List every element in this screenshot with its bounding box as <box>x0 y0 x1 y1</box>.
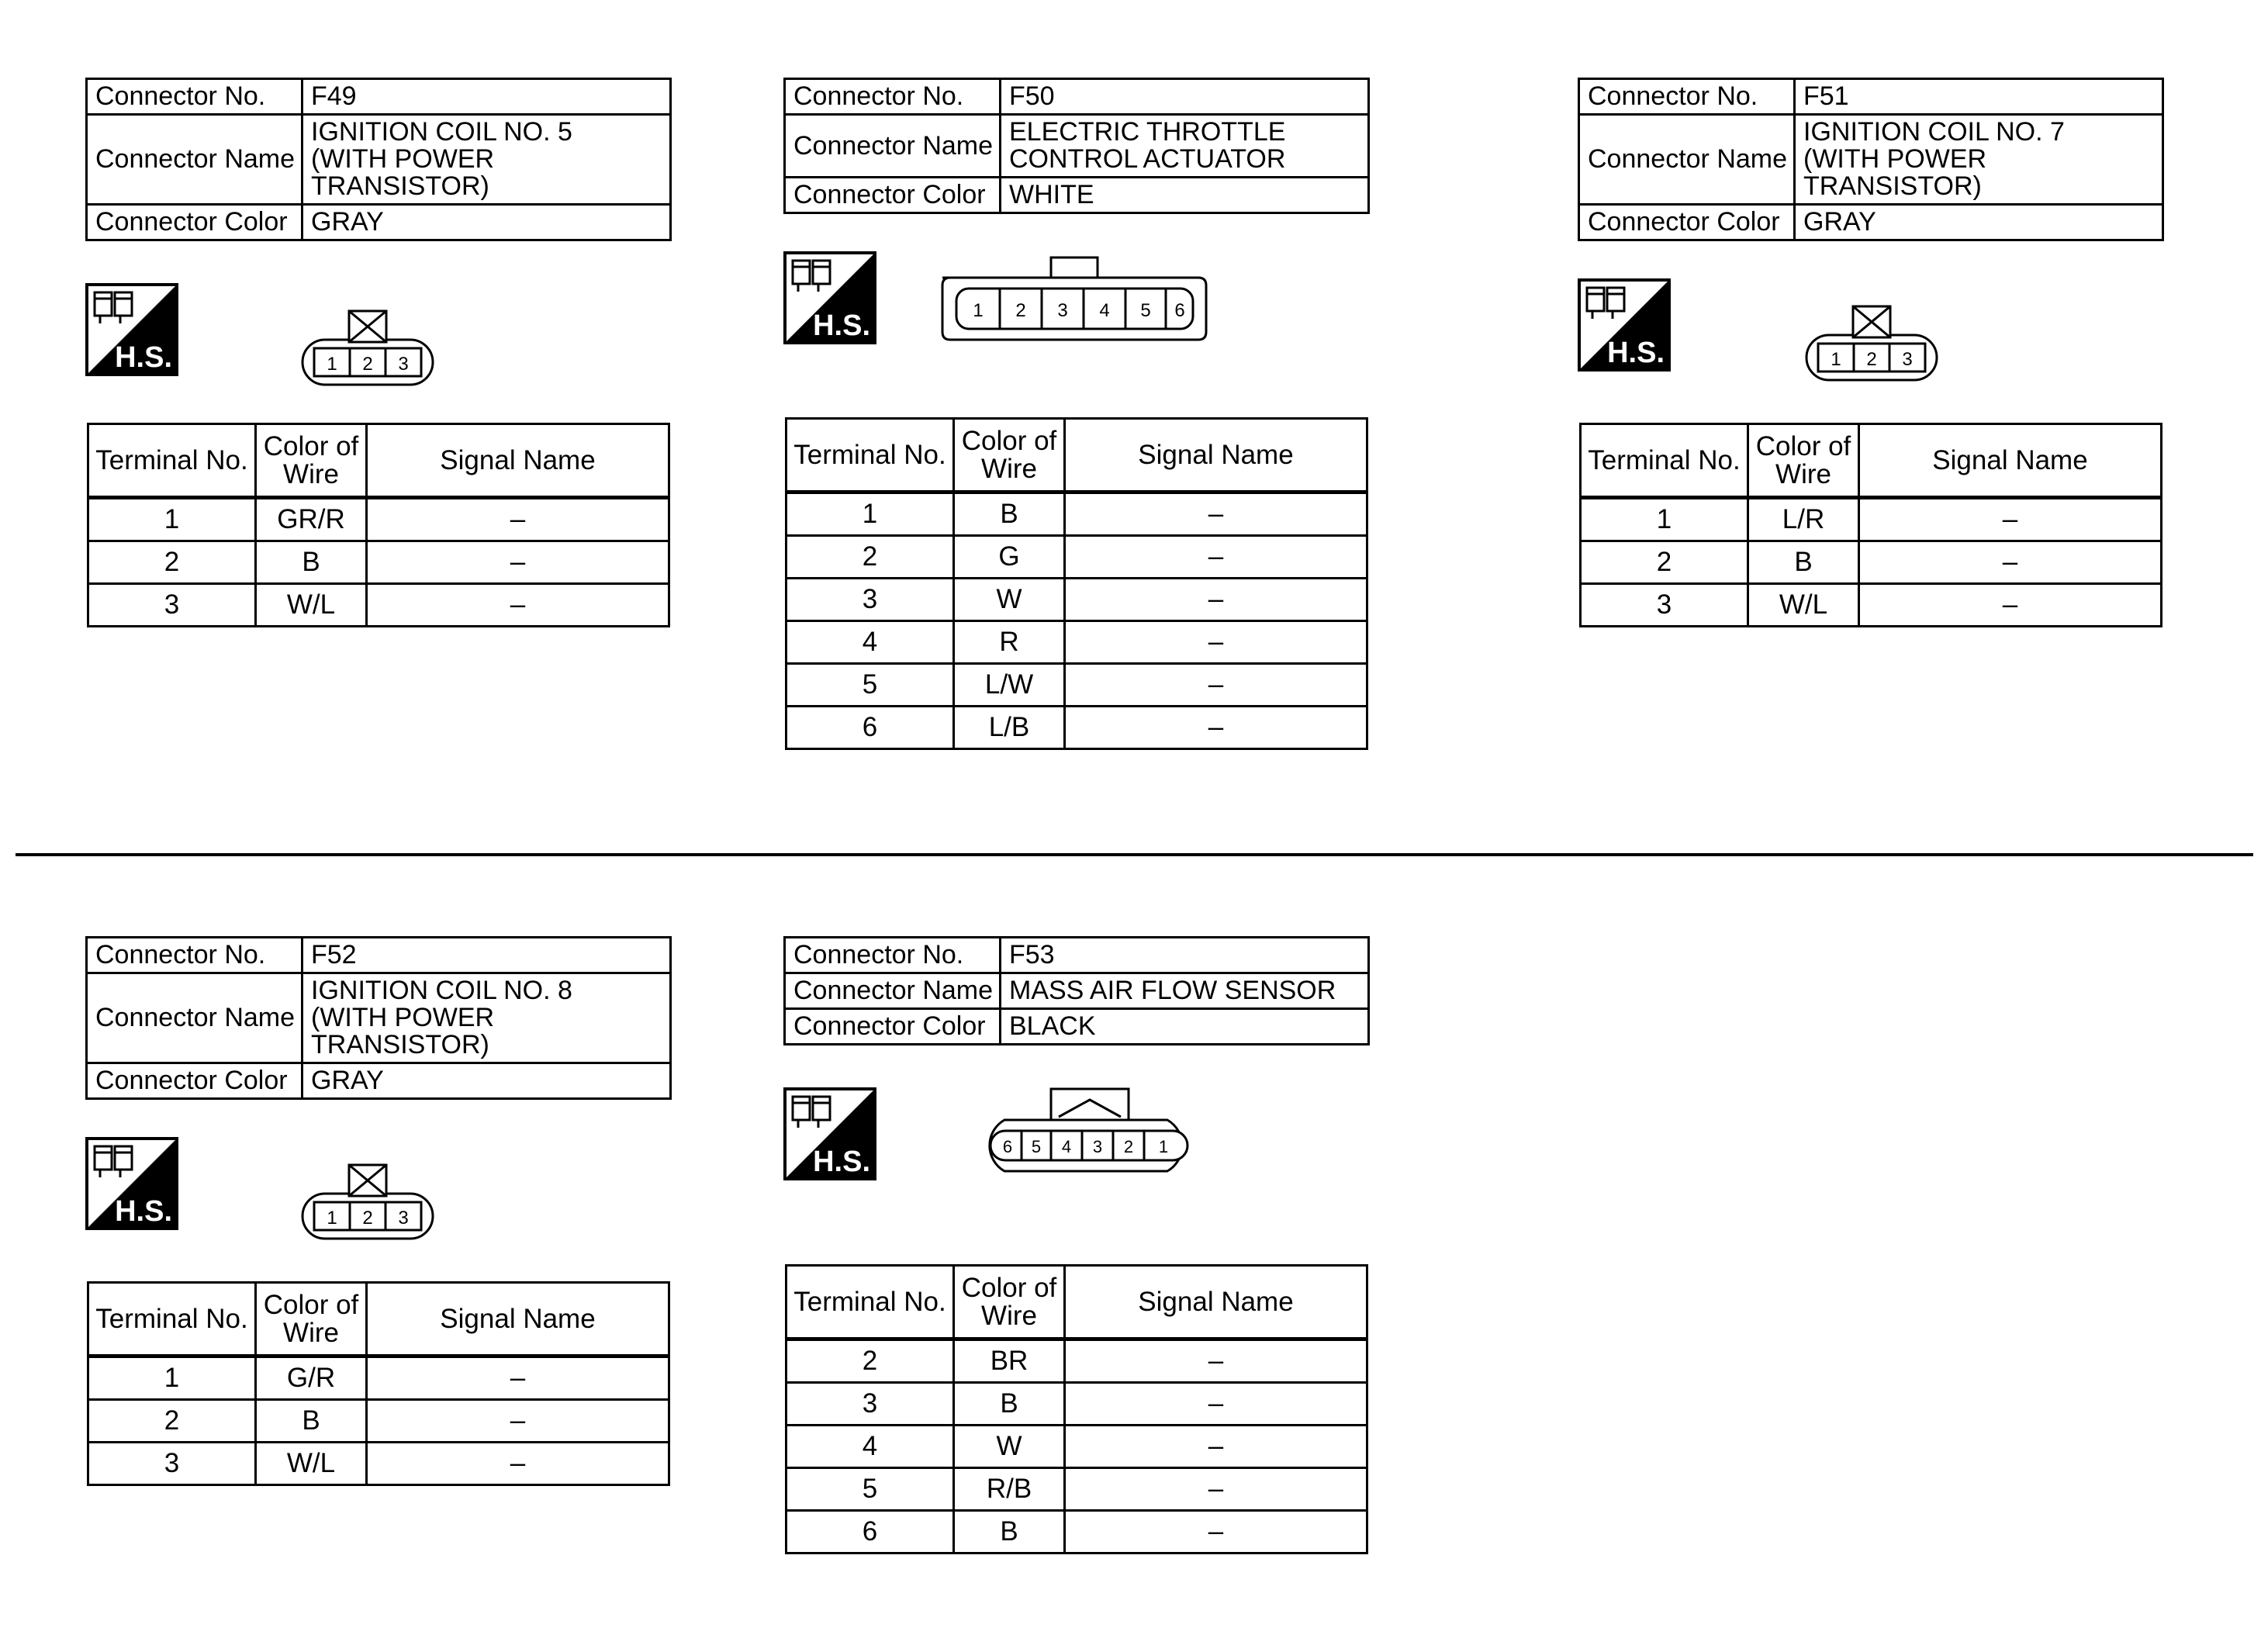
connector-no-label: Connector No. <box>1579 79 1795 115</box>
signal-name: – <box>367 1443 669 1485</box>
pin-label: 5 <box>1031 1137 1042 1156</box>
signal-name-header: Signal Name <box>1065 419 1367 492</box>
harness-side-icon <box>783 1087 876 1180</box>
wire-color: B <box>954 1383 1065 1426</box>
signal-name: – <box>1065 579 1367 621</box>
signal-name-header: Signal Name <box>367 424 669 498</box>
connector-color-value: WHITE <box>1001 178 1369 213</box>
connector-name-label: Connector Name <box>785 973 1001 1009</box>
connector-color-value: GRAY <box>1795 205 2163 240</box>
terminal-table <box>1579 423 2162 627</box>
terminal-no: 6 <box>787 707 954 749</box>
terminal-table <box>87 423 670 627</box>
terminal-no: 3 <box>787 1383 954 1426</box>
table-row <box>787 579 1367 621</box>
signal-name: – <box>1065 621 1367 664</box>
connector-color-label: Connector Color <box>785 178 1001 213</box>
connector-info-table <box>783 78 1370 214</box>
signal-name: – <box>1859 498 2162 541</box>
hs-label: H.S. <box>115 341 172 374</box>
signal-name: – <box>367 541 669 584</box>
wire-color: B <box>256 1400 367 1443</box>
pin-label: 3 <box>398 1208 409 1229</box>
terminal-no: 1 <box>787 492 954 536</box>
wire-color: R <box>954 621 1065 664</box>
pin-label: 5 <box>1140 300 1151 321</box>
connector-color-label: Connector Color <box>1579 205 1795 240</box>
signal-name: – <box>1065 707 1367 749</box>
pin-label: 1 <box>1831 349 1841 370</box>
pin-label: 3 <box>398 354 409 375</box>
connector-face-3pin <box>299 1159 438 1244</box>
terminal-table <box>87 1281 670 1486</box>
table-row <box>1581 498 2162 541</box>
signal-name-header: Signal Name <box>367 1283 669 1357</box>
terminal-no: 2 <box>787 1339 954 1383</box>
wire-color: G <box>954 536 1065 579</box>
connector-color-value: GRAY <box>303 205 671 240</box>
wire-color: W/L <box>256 584 367 627</box>
pin-label: 3 <box>1902 349 1913 370</box>
wire-color-header: Color of Wire <box>954 419 1065 492</box>
terminal-table <box>785 1264 1368 1554</box>
terminal-no: 1 <box>88 498 256 541</box>
connector-block-f49 <box>85 78 675 627</box>
connector-face-6pin <box>935 251 1214 344</box>
wire-color: W <box>954 579 1065 621</box>
terminal-no: 6 <box>787 1511 954 1554</box>
harness-side-icon <box>85 283 178 376</box>
wire-color: G/R <box>256 1357 367 1400</box>
connector-block-f53 <box>783 936 1373 1554</box>
connector-no-label: Connector No. <box>87 938 303 973</box>
connector-no-label: Connector No. <box>785 938 1001 973</box>
terminal-no: 2 <box>1581 541 1748 584</box>
connector-graphics <box>85 1100 675 1281</box>
harness-side-icon <box>85 1137 178 1230</box>
signal-name: – <box>1065 492 1367 536</box>
terminal-no: 4 <box>787 1426 954 1468</box>
table-row <box>88 1443 669 1485</box>
pin-label: 3 <box>1057 300 1068 321</box>
connector-face-3pin <box>299 305 438 390</box>
connector-info-table <box>1578 78 2164 241</box>
connector-no-label: Connector No. <box>87 79 303 115</box>
table-row <box>787 707 1367 749</box>
signal-name: – <box>367 1357 669 1400</box>
signal-name: – <box>367 498 669 541</box>
terminal-no: 5 <box>787 1468 954 1511</box>
table-row <box>787 1468 1367 1511</box>
table-row <box>1581 541 2162 584</box>
pin-label: 1 <box>1158 1137 1169 1156</box>
connector-no-value: F51 <box>1795 79 2163 115</box>
connector-name-label: Connector Name <box>87 115 303 205</box>
connector-name-value: MASS AIR FLOW SENSOR <box>1009 976 1336 1005</box>
connector-name-label: Connector Name <box>1579 115 1795 205</box>
wire-color: L/W <box>954 664 1065 707</box>
pin-label: 3 <box>1092 1137 1103 1156</box>
pin-label: 1 <box>973 300 984 321</box>
table-row <box>787 536 1367 579</box>
signal-name: – <box>1065 664 1367 707</box>
table-row <box>787 1426 1367 1468</box>
wire-color: L/R <box>1748 498 1859 541</box>
table-row <box>787 621 1367 664</box>
connector-graphics <box>783 1045 1373 1264</box>
terminal-no: 1 <box>88 1357 256 1400</box>
connector-color-value: GRAY <box>303 1063 671 1099</box>
wire-color: B <box>954 1511 1065 1554</box>
table-row <box>88 541 669 584</box>
signal-name: – <box>1065 1339 1367 1383</box>
signal-name: – <box>1859 584 2162 627</box>
connector-color-value: BLACK <box>1001 1009 1369 1045</box>
table-row <box>787 492 1367 536</box>
signal-name: – <box>1065 536 1367 579</box>
pin-label: 1 <box>327 1208 337 1229</box>
pin-label: 4 <box>1061 1137 1072 1156</box>
connector-name-value: IGNITION COIL NO. 7 (WITH POWER TRANSISTOR) <box>1803 117 2065 201</box>
table-row <box>88 1357 669 1400</box>
signal-name: – <box>1859 541 2162 584</box>
pin-label: 2 <box>1123 1137 1134 1156</box>
terminal-no-header: Terminal No. <box>1581 424 1748 498</box>
terminal-no: 2 <box>787 536 954 579</box>
pin-label: 2 <box>362 354 373 375</box>
hs-label: H.S. <box>813 309 870 342</box>
connector-face-3pin <box>1803 300 1942 385</box>
table-row <box>88 498 669 541</box>
pin-label: 4 <box>1099 300 1110 321</box>
table-row <box>88 584 669 627</box>
harness-side-icon <box>783 251 876 344</box>
connector-no-label: Connector No. <box>785 79 1001 115</box>
table-row <box>787 664 1367 707</box>
pin-label: 2 <box>1015 300 1026 321</box>
signal-name-header: Signal Name <box>1065 1266 1367 1339</box>
wire-color: W <box>954 1426 1065 1468</box>
hs-label: H.S. <box>813 1146 870 1178</box>
table-row <box>787 1339 1367 1383</box>
connector-info-table <box>783 936 1370 1045</box>
wire-color: B <box>954 492 1065 536</box>
wire-color: W/L <box>256 1443 367 1485</box>
signal-name: – <box>1065 1511 1367 1554</box>
connector-no-value: F53 <box>1001 938 1369 973</box>
terminal-no-header: Terminal No. <box>787 419 954 492</box>
connector-no-value: F52 <box>303 938 671 973</box>
wire-color: BR <box>954 1339 1065 1383</box>
connector-no-value: F50 <box>1001 79 1369 115</box>
connector-name-value: IGNITION COIL NO. 8 (WITH POWER TRANSISTOR) <box>311 976 572 1059</box>
wire-color-header: Color of Wire <box>256 1283 367 1357</box>
connector-name-label: Connector Name <box>87 973 303 1063</box>
wire-color-header: Color of Wire <box>256 424 367 498</box>
section-divider <box>16 853 2253 856</box>
pin-label: 6 <box>1174 300 1185 321</box>
connector-color-label: Connector Color <box>87 1063 303 1099</box>
wire-color-header: Color of Wire <box>1748 424 1859 498</box>
connector-info-table <box>85 936 672 1100</box>
connector-block-f51 <box>1578 78 2167 627</box>
wire-color: L/B <box>954 707 1065 749</box>
connector-graphics <box>783 214 1373 417</box>
terminal-no-header: Terminal No. <box>88 424 256 498</box>
signal-name-header: Signal Name <box>1859 424 2162 498</box>
hs-label: H.S. <box>1607 337 1665 369</box>
signal-name: – <box>1065 1426 1367 1468</box>
wire-color: GR/R <box>256 498 367 541</box>
wire-color: B <box>256 541 367 584</box>
connector-graphics <box>1578 241 2167 423</box>
terminal-no-header: Terminal No. <box>787 1266 954 1339</box>
terminal-no: 2 <box>88 1400 256 1443</box>
connector-name-label: Connector Name <box>785 115 1001 178</box>
connector-no-value: F49 <box>303 79 671 115</box>
wire-color: W/L <box>1748 584 1859 627</box>
pin-label: 2 <box>362 1208 373 1229</box>
table-row <box>1581 584 2162 627</box>
connector-color-label: Connector Color <box>785 1009 1001 1045</box>
connector-color-label: Connector Color <box>87 205 303 240</box>
terminal-no: 1 <box>1581 498 1748 541</box>
harness-side-icon <box>1578 278 1671 372</box>
terminal-no: 3 <box>787 579 954 621</box>
table-row <box>88 1400 669 1443</box>
connector-graphics <box>85 241 675 423</box>
wire-color-header: Color of Wire <box>954 1266 1065 1339</box>
signal-name: – <box>367 584 669 627</box>
terminal-no: 3 <box>88 1443 256 1485</box>
hs-label: H.S. <box>115 1195 172 1228</box>
connector-info-table <box>85 78 672 241</box>
connector-block-f52 <box>85 936 675 1486</box>
terminal-table <box>785 417 1368 750</box>
signal-name: – <box>367 1400 669 1443</box>
connector-block-f50 <box>783 78 1373 750</box>
connector-name-value: ELECTRIC THROTTLE CONTROL ACTUATOR <box>1009 117 1286 174</box>
connector-name-value: IGNITION COIL NO. 5 (WITH POWER TRANSISTOR) <box>311 117 572 201</box>
pin-label: 1 <box>327 354 337 375</box>
table-row <box>787 1511 1367 1554</box>
pin-label: 6 <box>1002 1137 1013 1156</box>
terminal-no: 2 <box>88 541 256 584</box>
signal-name: – <box>1065 1383 1367 1426</box>
terminal-no: 3 <box>1581 584 1748 627</box>
pin-label: 2 <box>1866 349 1877 370</box>
connector-face-6pin <box>973 1083 1206 1176</box>
table-row <box>787 1383 1367 1426</box>
wire-color: R/B <box>954 1468 1065 1511</box>
terminal-no-header: Terminal No. <box>88 1283 256 1357</box>
terminal-no: 4 <box>787 621 954 664</box>
signal-name: – <box>1065 1468 1367 1511</box>
wire-color: B <box>1748 541 1859 584</box>
terminal-no: 5 <box>787 664 954 707</box>
terminal-no: 3 <box>88 584 256 627</box>
